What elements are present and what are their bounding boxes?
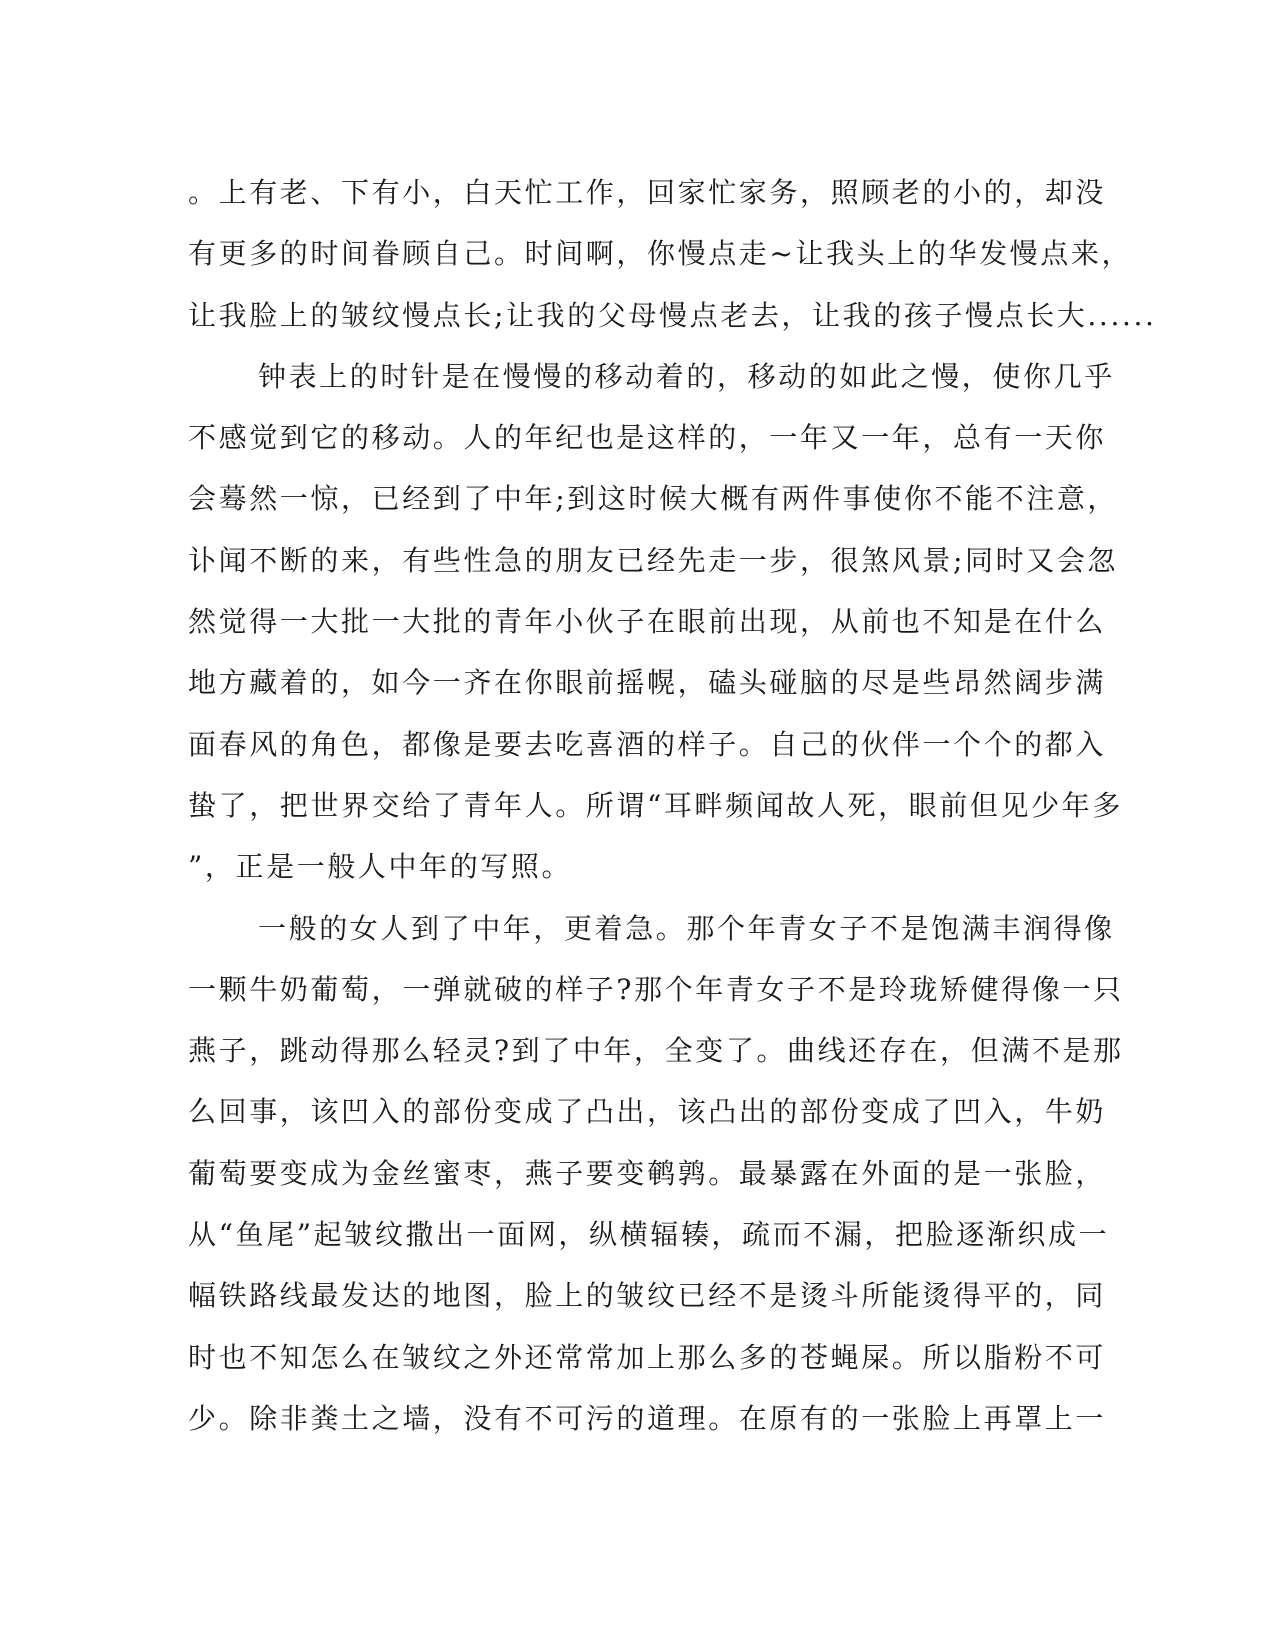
text-line: 让我脸上的皱纹慢点长;让我的父母慢点老去，让我的孩子慢点长大...... (188, 298, 1157, 332)
body-text (188, 162, 1157, 1449)
text-line: 然觉得一大批一大批的青年小伙子在眼前出现，从前也不知是在什么 (188, 605, 1107, 639)
text-line: 。上有老、下有小，白天忙工作，回家忙家务，照顾老的小的，却没 (188, 176, 1107, 209)
text-line: 从“鱼尾”起皱纹撒出一面网，纵横辐辏，疏而不漏，把脸逐渐织成一 (188, 1218, 1110, 1252)
text-line: 燕子，跳动得那么轻灵?到了中年，全变了。曲线还存在，但满不是那 (188, 1034, 1124, 1068)
text-line: 蛰了，把世界交给了青年人。所谓“耳畔频闻故人死，眼前但见少年多 (188, 788, 1123, 822)
paragraph-first-line: 钟表上的时针是在慢慢的移动着的，移动的如此之慢，使你几乎 (258, 359, 1115, 393)
text-line: ”，正是一般人中年的写照。 (188, 850, 573, 884)
text-line: 么回事，该凹入的部份变成了凸出，该凸出的部份变成了凹入，牛奶 (188, 1095, 1107, 1129)
text-line: 幅铁路线最发达的地图，脸上的皱纹已经不是烫斗所能烫得平的，同 (188, 1279, 1107, 1313)
paragraph-first-line: 一般的女人到了中年，更着急。那个年青女子不是饱满丰润得像 (258, 911, 1115, 945)
text-line: 会蓦然一惊，已经到了中年;到这时候大概有两件事使你不能不注意， (188, 482, 1119, 516)
text-line: 有更多的时间眷顾自己。时间啊，你慢点走~让我头上的华发慢点来， (188, 237, 1133, 271)
text-line: 葡萄要变成为金丝蜜枣，燕子要变鹌鹑。最暴露在外面的是一张脸， (188, 1156, 1107, 1190)
text-line: 地方藏着的，如今一齐在你眼前摇幌，磕头碰脑的尽是些昂然阔步满 (188, 666, 1107, 700)
text-line: 一颗牛奶葡萄，一弹就破的样子?那个年青女子不是玲珑矫健得像一只 (188, 972, 1124, 1006)
text-line: 讣闻不断的来，有些性急的朋友已经先走一步，很煞风景;同时又会忽 (188, 543, 1119, 577)
text-line: 面春风的角色，都像是要去吃喜酒的样子。自己的伙伴一个个的都入 (188, 727, 1107, 761)
text-line: 不感觉到它的移动。人的年纪也是这样的，一年又一年，总有一天你 (188, 421, 1107, 455)
text-line: 少。除非粪土之墙，没有不可污的道理。在原有的一张脸上再罩上一 (188, 1401, 1107, 1435)
text-line: 时也不知怎么在皱纹之外还常常加上那么多的苍蝇屎。所以脂粉不可 (188, 1340, 1107, 1374)
